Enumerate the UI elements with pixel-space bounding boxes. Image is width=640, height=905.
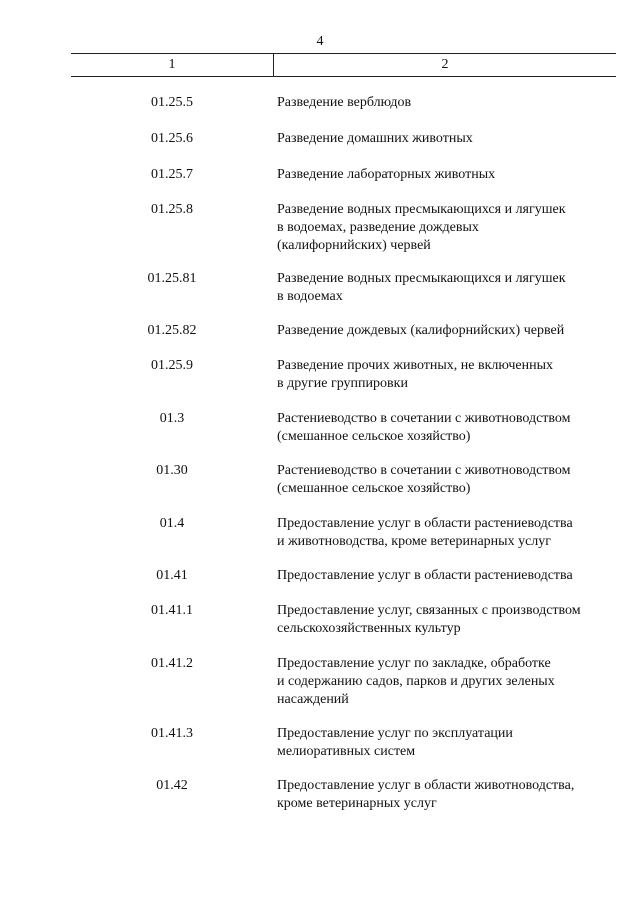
activity-description bbox=[277, 201, 617, 255]
description-line: и животноводства, кроме ветеринарных услуг bbox=[277, 534, 552, 549]
activity-description bbox=[277, 357, 617, 393]
activity-code: 01.25.82 bbox=[147, 323, 197, 338]
description-line: Предоставление услуг, связанных с производством bbox=[277, 603, 581, 618]
activity-description bbox=[277, 655, 617, 709]
description-line: Предоставление услуг в области растениеводства bbox=[277, 516, 573, 531]
activity-code: 01.25.5 bbox=[151, 95, 193, 110]
description-line: (смешанное сельское хозяйство) bbox=[277, 429, 471, 444]
activity-code: 01.41.1 bbox=[151, 603, 193, 618]
activity-description bbox=[277, 462, 617, 498]
description-line: сельскохозяйственных культур bbox=[277, 621, 461, 636]
description-line: Разведение дождевых (калифорнийских) червей bbox=[277, 323, 565, 338]
activity-code: 01.25.81 bbox=[147, 271, 197, 286]
description-line: мелиоративных систем bbox=[277, 744, 416, 759]
description-line: в другие группировки bbox=[277, 376, 408, 391]
activity-description bbox=[277, 94, 617, 112]
activity-code: 01.4 bbox=[159, 516, 185, 531]
activity-description bbox=[277, 515, 617, 551]
table-header bbox=[71, 53, 616, 77]
activity-description bbox=[277, 130, 617, 148]
description-line: Предоставление услуг в области растениеводства bbox=[277, 568, 573, 583]
activity-code: 01.3 bbox=[159, 411, 185, 426]
activity-code: 01.25.9 bbox=[151, 358, 193, 373]
description-line: Предоставление услуг в области животноводства, bbox=[277, 778, 575, 793]
description-line: кроме ветеринарных услуг bbox=[277, 796, 437, 811]
description-line: Разведение прочих животных, не включенных bbox=[277, 358, 553, 373]
description-line: Разведение водных пресмыкающихся и лягушек bbox=[277, 271, 566, 286]
activity-code: 01.41 bbox=[156, 568, 188, 583]
activity-description bbox=[277, 166, 617, 184]
description-line: Разведение водных пресмыкающихся и лягушек bbox=[277, 202, 566, 217]
activity-description bbox=[277, 410, 617, 446]
description-line: Разведение верблюдов bbox=[277, 95, 412, 110]
activity-description bbox=[277, 602, 617, 638]
activity-description bbox=[277, 567, 617, 585]
description-line: Предоставление услуг по эксплуатации bbox=[277, 726, 513, 741]
header-column-2: 2 bbox=[441, 57, 449, 72]
description-line: и содержанию садов, парков и других зеленых bbox=[277, 674, 555, 689]
description-line: в водоемах bbox=[277, 289, 343, 304]
description-line: (калифорнийских) червей bbox=[277, 238, 431, 253]
description-line: Растениеводство в сочетании с животноводством bbox=[277, 411, 571, 426]
activity-description bbox=[277, 270, 617, 306]
description-line: Разведение лабораторных животных bbox=[277, 167, 496, 182]
description-line: Разведение домашних животных bbox=[277, 131, 473, 146]
activity-description bbox=[277, 322, 617, 340]
description-line: Предоставление услуг по закладке, обработке bbox=[277, 656, 551, 671]
description-line: насаждений bbox=[277, 692, 349, 707]
description-line: (смешанное сельское хозяйство) bbox=[277, 481, 471, 496]
activity-description bbox=[277, 777, 617, 813]
activity-code: 01.25.6 bbox=[151, 131, 193, 146]
activity-code: 01.42 bbox=[156, 778, 188, 793]
description-line: в водоемах, разведение дождевых bbox=[277, 220, 479, 235]
page-number: 4 bbox=[316, 34, 324, 49]
activity-description bbox=[277, 725, 617, 761]
activity-code: 01.25.7 bbox=[151, 167, 193, 182]
header-column-1: 1 bbox=[71, 54, 274, 76]
description-line: Растениеводство в сочетании с животноводством bbox=[277, 463, 571, 478]
activity-code: 01.25.8 bbox=[151, 202, 193, 217]
activity-code: 01.30 bbox=[156, 463, 188, 478]
activity-code: 01.41.3 bbox=[151, 726, 193, 741]
activity-code: 01.41.2 bbox=[151, 656, 193, 671]
